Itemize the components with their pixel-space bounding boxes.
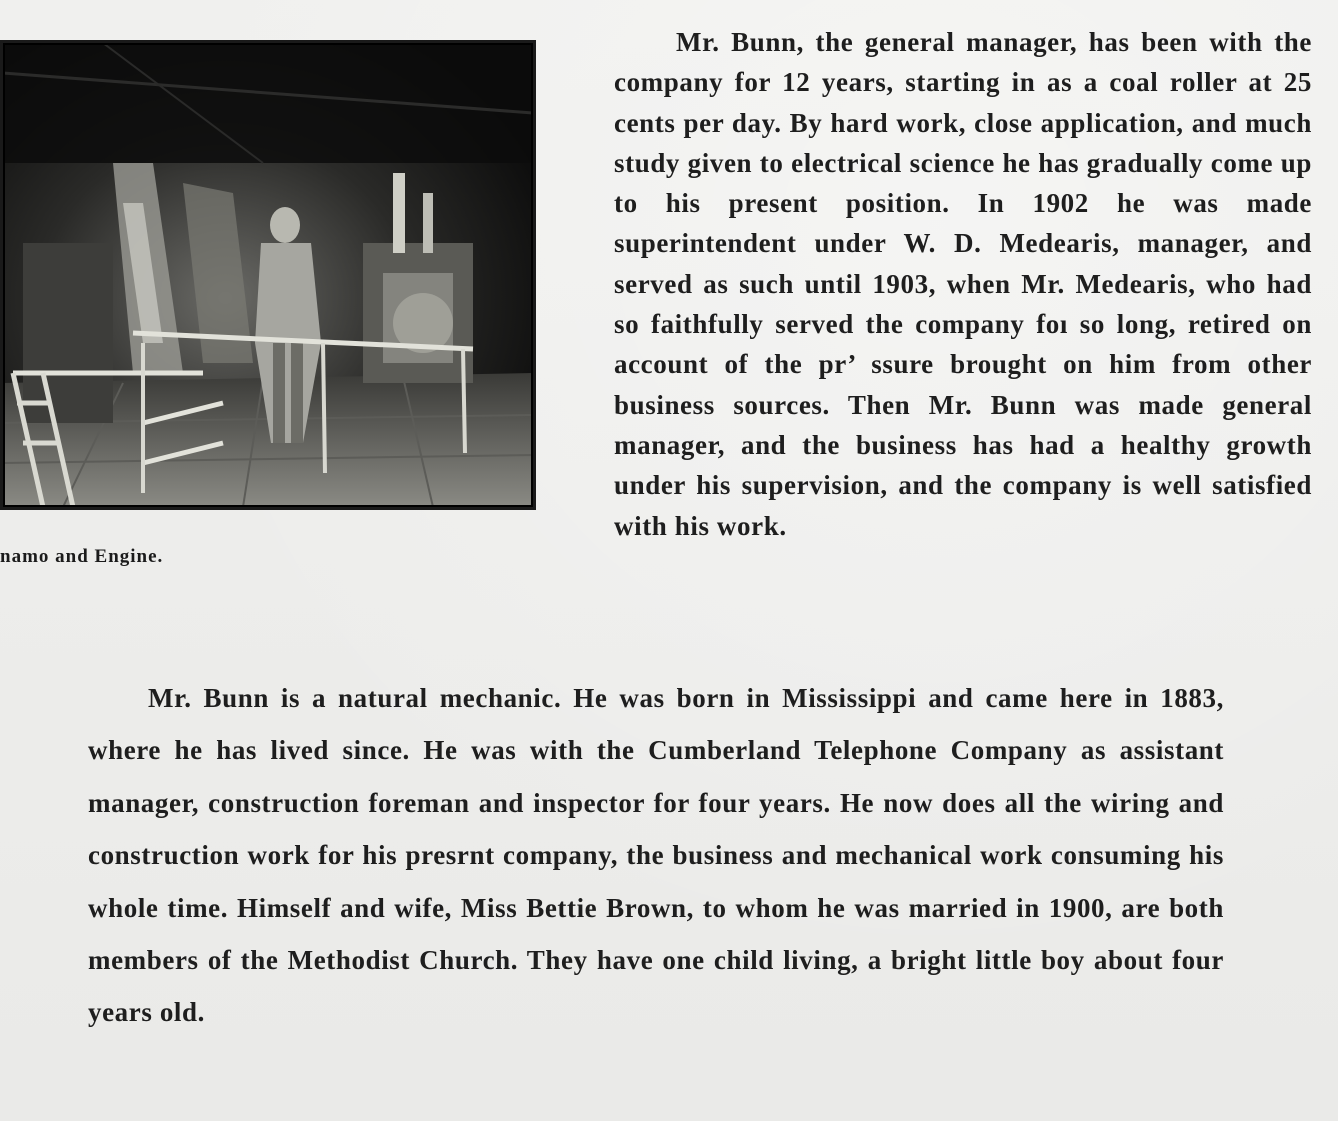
dynamo-engine-photograph	[0, 40, 536, 510]
paragraph-natural-mechanic: Mr. Bunn is a natural mechanic. He was born in Mississippi and came here in 1883, where he has lived since. He was with the Cumberland Telephone Company as assistant manager, construction foreman and inspector for four years. He now does all the wiring and construction work for his presrnt company, the business and mechanical work consuming his whole time. Himself and wife, Miss Bettie Brown, to whom he was married in 1900, are both members of the Methodist Church. They have one child living, a bright little boy about four years old.	[88, 683, 1224, 1028]
paragraph-general-manager: Mr. Bunn, the general manager, has been with the company for 12 years, starting in as a coal roller at 25 cents per day. By hard work, close application, and much study given to electrical science he has gradually come up to his present position. In 1902 he was made superintendent under W. D. Medearis, manager, and served as such until 1903, when Mr. Medearis, who had so faithfully served the company foı so long, retired on account of the pr’ ssure brought on him from other business sources. Then Mr. Bunn was made general manager, and the business has had a healthy growth under his supervision, and the company is well satisfied with his work.	[614, 27, 1312, 541]
photo-caption: namo and Engine.	[0, 546, 164, 567]
